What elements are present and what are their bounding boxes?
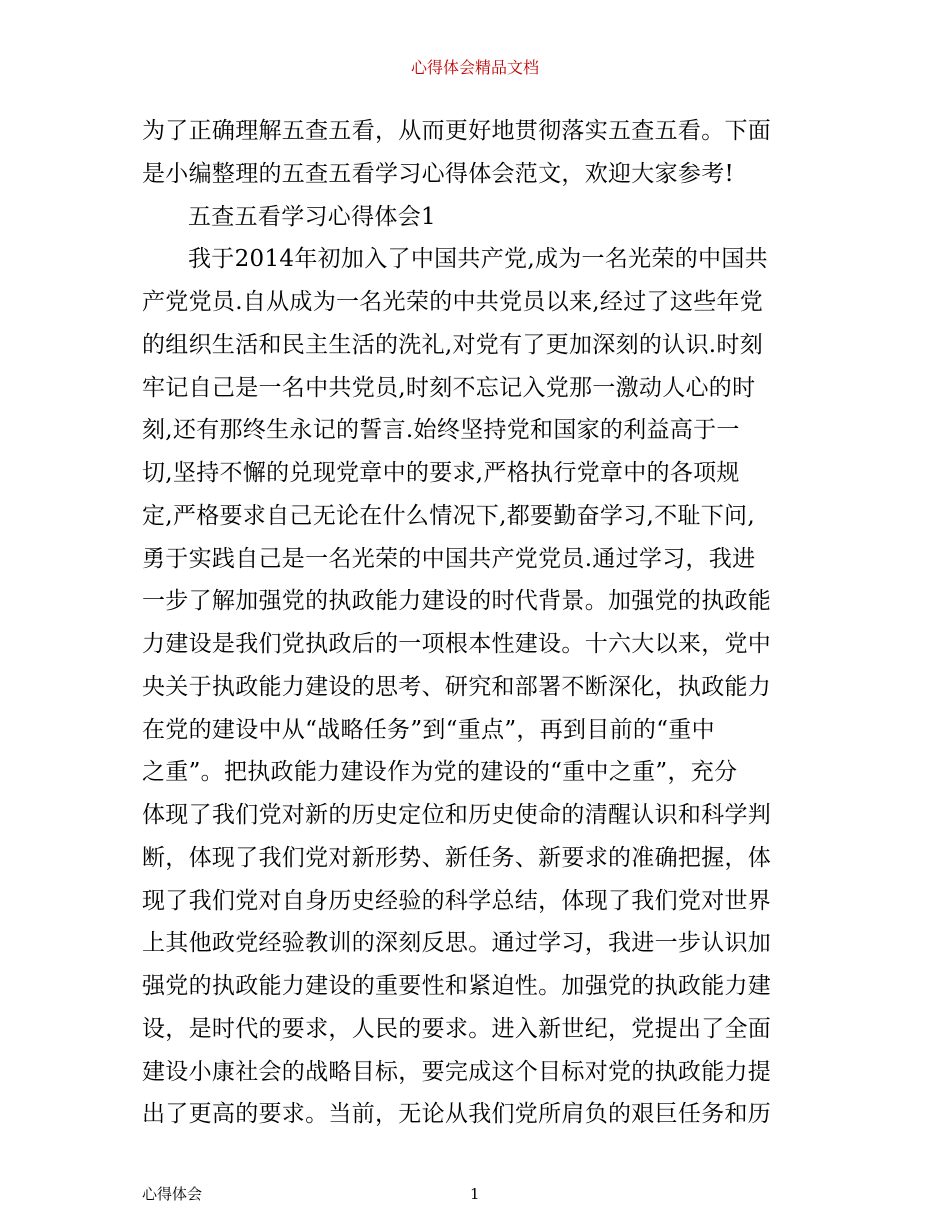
text-line: 是小编整理的五查五看学习心得体会范文，欢迎大家参考! bbox=[142, 160, 735, 187]
text-line: 勇于实践自己是一名光荣的中国共产党党员.通过学习，我进 bbox=[142, 545, 756, 572]
page-number: 1 bbox=[470, 1185, 480, 1203]
text-line: 定,严格要求自己无论在什么情况下,都要勤奋学习,不耻下问, bbox=[142, 502, 755, 529]
text-line: 体现了我们党对新的历史定位和历史使命的清醒认识和科学判 bbox=[142, 802, 772, 828]
text-line: 在党的建设中从“战略任务”到“重点”，再到目前的“重中 bbox=[142, 716, 715, 743]
text-line: 上其他政党经验教训的深刻反思。通过学习，我进一步认识加 bbox=[142, 930, 772, 957]
page-header-title: 心得体会精品文档 bbox=[410, 58, 539, 77]
text-line: 产党党员.自从成为一名光荣的中共党员以来,经过了这些年党 bbox=[142, 289, 764, 315]
text-line: 断，体现了我们党对新形势、新任务、新要求的准确把握，体 bbox=[142, 844, 772, 871]
text-line: 强党的执政能力建设的重要性和紧迫性。加强党的执政能力建 bbox=[142, 973, 772, 999]
text-line: 设，是时代的要求，人民的要求。进入新世纪，党提出了全面 bbox=[142, 1015, 772, 1042]
text-line: 一步了解加强党的执政能力建设的时代背景。加强党的执政能 bbox=[142, 588, 772, 615]
text-line: 五查五看学习心得体会1 bbox=[188, 203, 436, 230]
footer-label: 心得体会 bbox=[142, 1185, 203, 1203]
text-line: 之重”。把执政能力建设作为党的建设的“重中之重”，充分 bbox=[142, 759, 738, 786]
text-line: 的组织生活和民主生活的洗礼,对党有了更加深刻的认识.时刻 bbox=[142, 331, 764, 358]
text-line: 为了正确理解五查五看，从而更好地贯彻落实五查五看。下面 bbox=[142, 118, 772, 144]
text-line: 我于2014年初加入了中国共产党,成为一名光荣的中国共 bbox=[188, 246, 768, 273]
text-line: 刻,还有那终生永记的誓言.始终坚持党和国家的利益高于一 bbox=[142, 417, 740, 444]
text-line: 切,坚持不懈的兑现党章中的要求,严格执行党章中的各项规 bbox=[142, 460, 740, 486]
text-line: 出了更高的要求。当前，无论从我们党所肩负的艰巨任务和历 bbox=[142, 1101, 772, 1128]
text-line: 力建设是我们党执政后的一项根本性建设。十六大以来，党中 bbox=[142, 631, 772, 657]
text-line: 央关于执政能力建设的思考、研究和部署不断深化，执政能力 bbox=[142, 673, 772, 700]
text-line: 牢记自己是一名中共党员,时刻不忘记入党那一激动人心的时 bbox=[142, 374, 756, 401]
document-body bbox=[142, 110, 810, 1136]
text-line: 建设小康社会的战略目标，要完成这个目标对党的执政能力提 bbox=[142, 1058, 772, 1085]
text-line: 现了我们党对自身历史经验的科学总结，体现了我们党对世界 bbox=[142, 887, 772, 914]
